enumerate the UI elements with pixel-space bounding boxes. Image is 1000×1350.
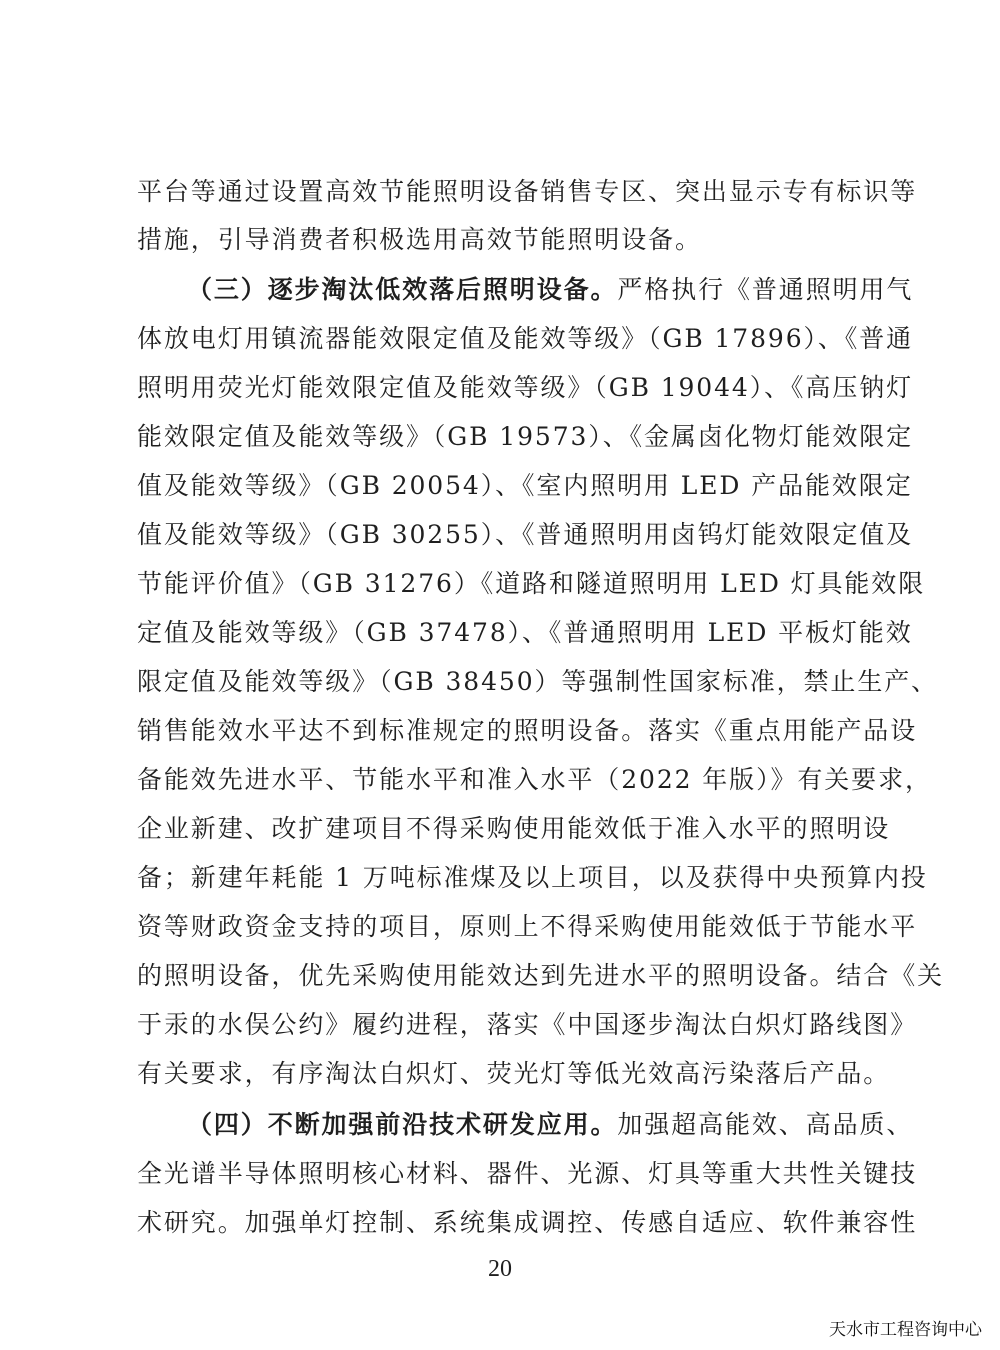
body-run: 严格执行《普通照明用气 [617, 275, 914, 304]
body-line: 措施，引导消费者积极选用高效节能照明设备。 [137, 225, 702, 254]
page-number: 20 [488, 1256, 512, 1282]
body-line: 限定值及能效等级》（GB 38450）等强制性国家标准，禁止生产、 [137, 667, 939, 696]
body-line: 企业新建、改扩建项目不得采购使用能效低于准入水平的照明设 [137, 814, 891, 843]
body-line: 照明用荧光灯能效限定值及能效等级》（GB 19044）、《高压钠灯 [137, 373, 914, 402]
body-line: 销售能效水平达不到标准规定的照明设备。落实《重点用能产品设 [137, 716, 918, 745]
section-4-first-line [187, 1101, 914, 1149]
body-line: 值及能效等级》（GB 20054）、《室内照明用 LED 产品能效限定 [137, 471, 913, 500]
body-line: 备；新建年耗能 1 万吨标准煤及以上项目，以及获得中央预算内投 [137, 863, 928, 892]
body-line: 能效限定值及能效等级》（GB 19573）、《金属卤化物灯能效限定 [137, 422, 914, 451]
body-line: 有关要求，有序淘汰白炽灯、荧光灯等低光效高污染落后产品。 [137, 1059, 891, 1088]
body-line: 术研究。加强单灯控制、系统集成调控、传感自适应、软件兼容性 [137, 1208, 918, 1237]
body-line: 于汞的水俣公约》履约进程，落实《中国逐步淘汰白炽灯路线图》 [137, 1010, 918, 1039]
body-line: 节能评价值》（GB 31276）《道路和隧道照明用 LED 灯具能效限 [137, 569, 926, 598]
body-line: 体放电灯用镇流器能效限定值及能效等级》（GB 17896）、《普通 [137, 324, 914, 353]
body-line: 全光谱半导体照明核心材料、器件、光源、灯具等重大共性关键技 [137, 1159, 918, 1188]
body-line: 定值及能效等级》（GB 37478）、《普通照明用 LED 平板灯能效 [137, 618, 913, 647]
body-line: 资等财政资金支持的项目，原则上不得采购使用能效低于节能水平 [137, 912, 918, 941]
source-watermark: 天水市工程咨询中心 [829, 1320, 982, 1340]
body-line: 平台等通过设置高效节能照明设备销售专区、突出显示专有标识等 [137, 177, 918, 206]
section-3-first-line [187, 266, 914, 314]
body-line: 备能效先进水平、节能水平和准入水平（2022 年版）》有关要求， [137, 765, 932, 794]
body-line: 的照明设备，优先采购使用能效达到先进水平的照明设备。结合《关 [137, 961, 945, 990]
section-heading: （四）不断加强前沿技术研发应用。 [187, 1110, 618, 1139]
section-heading: （三）逐步淘汰低效落后照明设备。 [187, 275, 618, 304]
body-line: 值及能效等级》（GB 30255）、《普通照明用卤钨灯能效限定值及 [137, 520, 914, 549]
body-run: 加强超高能效、高品质、 [617, 1110, 914, 1139]
